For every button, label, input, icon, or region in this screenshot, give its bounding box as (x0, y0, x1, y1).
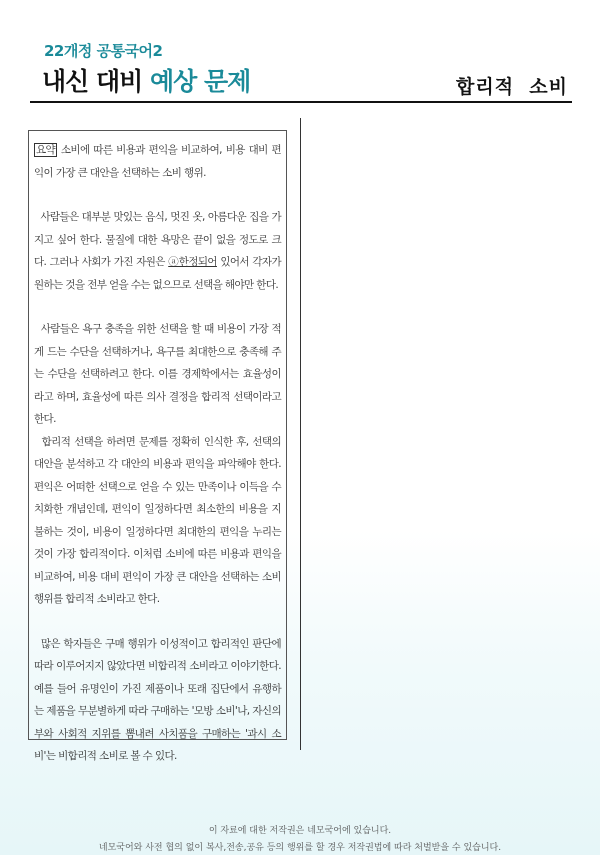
passage-paragraph-2 (34, 318, 281, 431)
copyright-warning: 네모국어와 사전 협의 없이 복사,전송,공유 등의 행위를 할 경우 저작권법에 따라 처벌받을 수 있습니다. (98, 843, 502, 853)
reading-passage-box (28, 130, 287, 762)
paragraph-4-text: 많은 학자들은 구매 행위가 이성적이고 합리적인 판단에 따라 이루어지지 않았다면 비합리적 소비라고 이야기한다. 예를 들어 유명인이 가진 제품이나 또래 집단에서 유행하는 제품을 무분별하게 따라 구매하는 '모방 소비'나, 자신의 부와 사회적 지위를 뽐내려 사치품을 구매하는 '과시 소비'는 비합리적 소비로 볼 수 있다. (34, 637, 281, 762)
header-rule (30, 101, 572, 103)
topic-title: 합리적 소비 (456, 76, 568, 98)
passage-paragraph-1 (34, 206, 281, 296)
paragraph-1-start: 사람들은 대부분 맛있는 음식, 멋진 옷, 아름다운 집을 가지고 싶어 한다. 물질에 대한 욕망은 끝이 없을 정도로 크다. 그러나 사회가 가진 자원은 (34, 211, 281, 268)
title-prefix: 내신 대비 (42, 67, 151, 96)
paragraph-3-text: 합리적 선택을 하려면 문제를 정확히 인식한 후, 선택의 대안을 분석하고 각 대안의 비용과 편익을 파악해야 한다. 편익은 어떠한 선택으로 얻을 수 있는 만족이나 이득을 수치화한 개념인데, 편익이 일정하다면 최소한의 비용을 지불하는 것이, 비용이 일정하다면 최대한의 편익을 누리는 것이 가장 합리적이다. 이처럼 소비에 따른 비용과 편익을 비교하여, 비용 대비 편익이 가장 큰 대안을 선택하는 소비 행위를 합리적 소비라고 한다. (34, 435, 281, 605)
title-accent: 예상 문제 (150, 67, 251, 96)
summary-text: 소비에 따른 비용과 편익을 비교하여, 비용 대비 편익이 가장 큰 대안을 선택하는 소비 행위. (34, 144, 281, 179)
paragraph-gap (34, 611, 281, 633)
passage-paragraph-4 (34, 633, 281, 768)
passage-paragraph-3 (34, 431, 281, 611)
summary-tag: 요약 (36, 144, 56, 156)
passage-summary (34, 139, 281, 184)
paragraph-2-text: 사람들은 욕구 충족을 위한 선택을 할 때 비용이 가장 적게 드는 수단을 선택하거나, 욕구를 최대한으로 충족해 주는 수단을 선택하려고 한다. 이를 경제학에서는 효율성이라고 하며, 효율성에 따른 의사 결정을 합리적 선택이라고 한다. (34, 323, 281, 425)
underlined-phrase-a: ⓐ한정되어 (168, 256, 217, 268)
subject-label: 22개정 공통국어2 (44, 42, 163, 60)
copyright-notice: 이 자료에 대한 저작권은 네모국어에 있습니다. (208, 826, 392, 836)
paragraph-gap (34, 296, 281, 318)
paragraph-1-end: 있어서 각자가 원하는 것을 전부 얻을 수는 없으므로 선택을 해야만 한다. (34, 256, 281, 291)
column-divider (300, 118, 301, 750)
page-title (42, 62, 250, 98)
paragraph-gap (34, 184, 281, 206)
